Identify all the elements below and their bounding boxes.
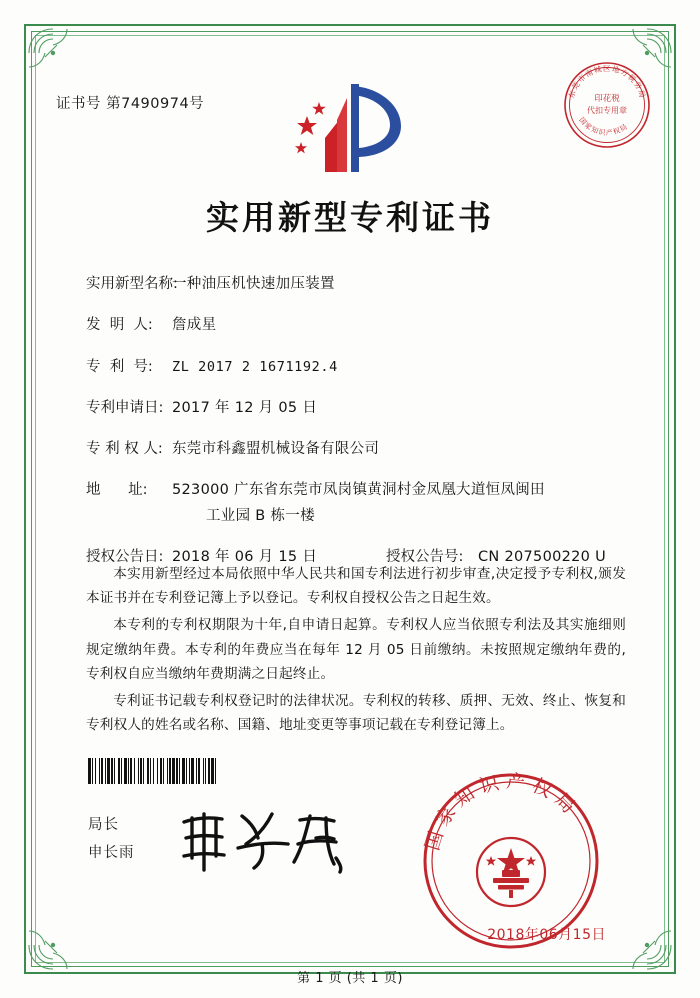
svg-text:国家知识产权局: 国家知识产权局 (421, 770, 584, 854)
grant-date-value: 2018 年 06 月 15 日 (172, 549, 318, 566)
field-value: 东莞市科鑫盟机械设备有限公司 (172, 441, 380, 457)
certificate-number: 证书号 第7490974号 (56, 96, 205, 112)
page-title: 实用新型专利证书 (206, 198, 494, 237)
grant-date-label: 授权公告日: (86, 549, 164, 566)
field-label: 专利申请日: (86, 399, 164, 416)
field-value: ZL 2017 2 1671192.4 (172, 358, 338, 375)
field-label: 发 明 人: (86, 317, 153, 334)
field-list (86, 274, 626, 579)
field-row-patentee (86, 439, 626, 461)
paragraph-2: 本专利的专利权期限为十年,自申请日起算。专利权人应当依照专利法及其实施细则规定缴纳年费。本专利的年费应当在每年 12 月 05 日前缴纳。未按照规定缴纳年费的,专利权自应当缴纳年费期满之日起终止。 (86, 617, 626, 682)
sipo-logo-icon (285, 80, 415, 176)
signature-block (88, 812, 135, 867)
field-value: 2017 年 12 月 05 日 (172, 399, 318, 416)
handwritten-signature (176, 804, 356, 876)
svg-text:印花税: 印花税 (594, 94, 620, 104)
field-value: 詹成星 (172, 317, 217, 334)
legal-text-block (86, 562, 626, 740)
address-line-2: 工业园 B 栋一楼 (206, 508, 315, 524)
field-row-application-date (86, 398, 626, 420)
svg-text:代扣专用章: 代扣专用章 (587, 106, 627, 115)
grant-number-label: 授权公告号: (386, 549, 464, 566)
svg-text:东莞市南城区地方税务局: 东莞市南城区地方税务局 (566, 63, 648, 100)
field-label: 专 利 权 人: (86, 441, 163, 457)
page-footer: 第 1 页 (共 1 页) (297, 971, 403, 986)
director-role-label: 局长 (88, 817, 119, 833)
field-label: 实用新型名称: (86, 276, 178, 292)
svg-text:国家知识产权局: 国家知识产权局 (577, 115, 630, 138)
field-row-patent-number (86, 357, 626, 379)
field-value-address (172, 480, 626, 528)
certificate-content (52, 52, 648, 946)
field-row-inventor (86, 315, 626, 337)
field-label: 地 址: (86, 482, 148, 499)
field-row-address (86, 480, 626, 528)
address-line-1: 523000 广东省东莞市凤岗镇黄洞村金凤凰大道恒凤闽田 (172, 482, 545, 499)
tax-stamp-seal (560, 58, 654, 152)
field-label: 专 利 号: (86, 358, 153, 375)
field-value: 一种油压机快速加压装置 (172, 276, 335, 292)
paragraph-3: 专利证书记载专利权登记时的法律状况。专利权的转移、质押、无效、终止、恢复和专利权人的姓名或名称、国籍、地址变更等事项记载在专利登记簿上。 (86, 692, 626, 734)
seal-date: 2018年06月15日 (487, 927, 606, 943)
field-row-utility-model-name (86, 274, 626, 296)
barcode (88, 758, 284, 784)
paragraph-1: 本实用新型经过本局依照中华人民共和国专利法进行初步审查,决定授予专利权,颁发本证书并在专利登记簿上予以登记。专利权自授权公告之日起生效。 (86, 566, 626, 607)
director-name: 申长雨 (88, 844, 135, 861)
grant-number-value: CN 207500220 U (478, 549, 607, 566)
